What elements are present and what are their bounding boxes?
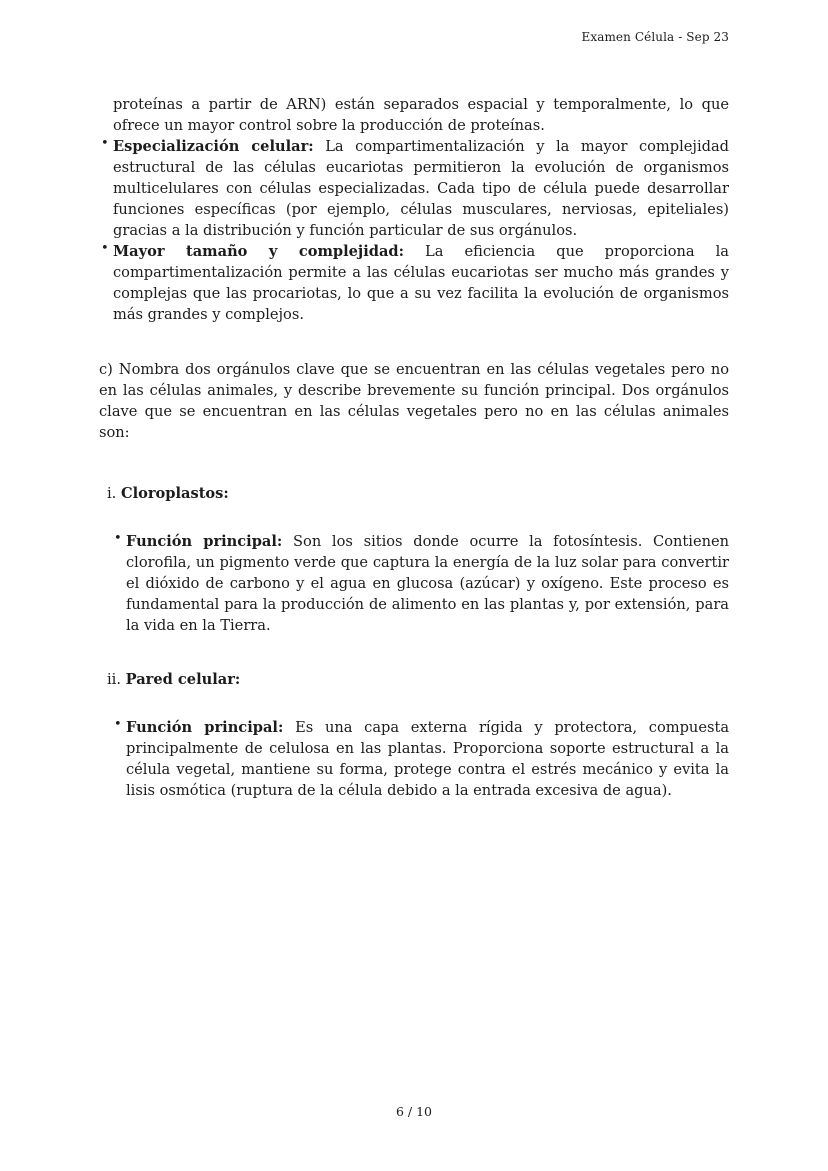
bullet-paragraph bbox=[126, 717, 729, 801]
document-title: Examen Célula - Sep 23 bbox=[581, 30, 729, 44]
list-item-funcion-cloroplastos bbox=[112, 531, 729, 636]
cloroplastos-bullet-list bbox=[112, 531, 729, 636]
roman-numeral: i. bbox=[107, 485, 117, 502]
roman-numeral: ii. bbox=[107, 671, 121, 688]
bullet-body-text: Son los sitios donde ocurre la fotosíntesis. Contienen clorofila, un pigmento verde que captura la energía de la luz solar para convertir el dióxido de carbono y el agua en glucosa (azúcar) y oxígeno. Este proceso es fundamental para la producción de alimento en las plantas y, por extensión, para la vida en la Tierra. bbox=[126, 533, 730, 634]
bullet-icon: • bbox=[114, 531, 122, 546]
heading-title: Pared celular: bbox=[125, 671, 241, 688]
bullet-body-text: La compartimentalización y la mayor complejidad estructural de las células eucariotas permitieron la evolución de organismos multicelulares con células especializadas. Cada tipo de célula puede desarrollar funciones específicas (por ejemplo, células musculares, nerviosas, epiteliales) gracias a la distribución y función particular de sus orgánulos. bbox=[113, 138, 729, 239]
bullet-body-text: La eficiencia que proporciona la compartimentalización permite a las células eucariotas ser mucho más grandes y complejas que las procariotas, lo que a su vez facilita la evolución de organismos más grandes y complejos. bbox=[113, 243, 729, 323]
page-number: 6 / 10 bbox=[395, 1104, 433, 1119]
bullet-lead-bold: Especialización celular: bbox=[113, 138, 314, 155]
bullet-icon: • bbox=[114, 717, 122, 732]
list-item-funcion-pared bbox=[112, 717, 729, 801]
bullet-icon: • bbox=[101, 136, 109, 151]
bullet-lead-bold: Función principal: bbox=[126, 533, 283, 550]
bullet-paragraph bbox=[113, 136, 729, 241]
pared-celular-bullet-list bbox=[112, 717, 729, 801]
bullet-paragraph bbox=[113, 241, 729, 325]
list-item-especializacion bbox=[99, 136, 729, 241]
bullet-lead-bold: Mayor tamaño y complejidad: bbox=[113, 243, 404, 260]
heading-pared-celular bbox=[107, 669, 729, 690]
page-header bbox=[99, 30, 729, 44]
bullet-list bbox=[99, 136, 729, 325]
heading-title: Cloroplastos: bbox=[120, 485, 229, 502]
bullet-icon: • bbox=[101, 241, 109, 256]
heading-cloroplastos bbox=[107, 483, 729, 504]
bullet-lead-bold: Función principal: bbox=[126, 719, 284, 736]
question-c-paragraph: c) Nombra dos orgánulos clave que se encuentran en las células vegetales pero no en las células animales, y describe brevemente su función principal. Dos orgánulos clave que se encuentran en las células vegetales pero no en las células animales son: bbox=[99, 361, 729, 441]
page-content bbox=[99, 94, 729, 801]
bullet-paragraph bbox=[126, 531, 729, 636]
bullet-body-text: Es una capa externa rígida y protectora, compuesta principalmente de celulosa en las plantas. Proporciona soporte estructural a la célula vegetal, mantiene su forma, protege contra el estrés mecánico y evita la lisis osmótica (ruptura de la célula debido a la entrada excesiva de agua). bbox=[126, 719, 730, 799]
list-item-mayor-tamano bbox=[99, 241, 729, 325]
continuation-paragraph: proteínas a partir de ARN) están separados espacial y temporalmente, lo que ofrece un mayor control sobre la producción de proteínas. bbox=[113, 96, 729, 134]
page-footer bbox=[0, 1104, 828, 1119]
